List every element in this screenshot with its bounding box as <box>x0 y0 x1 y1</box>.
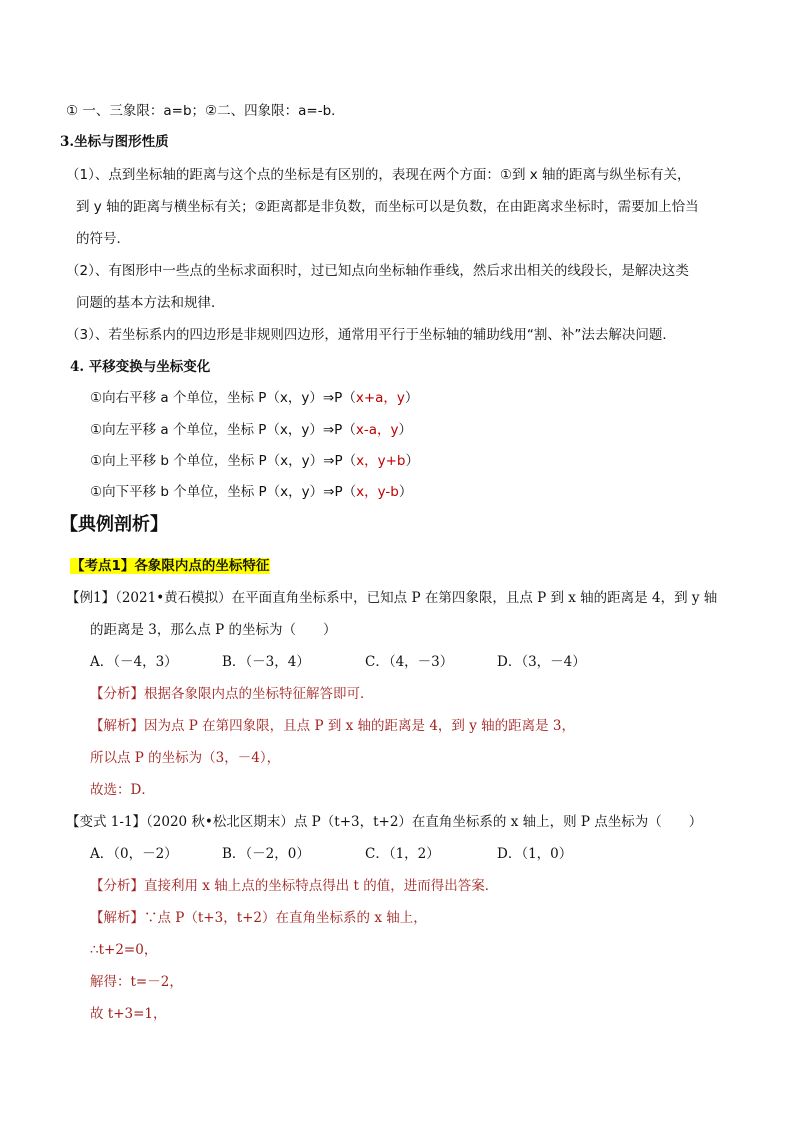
paragraph-1-line-3: 的符号． <box>76 231 130 247</box>
example-1-question-line-1: 【例1】（2021•黄石模拟）在平面直角坐标系中，已知点 P 在第四象限，且点 P 到 x 轴的距离是 4，到 y 轴 <box>66 590 718 606</box>
paragraph-1-line-2: 到 y 轴的距离与横坐标有关；②距离都是非负数，而坐标可以是负数，在由距离求坐标时，需要加上恰当 <box>76 199 699 215</box>
variant-1-1-analysis: 【分析】直接利用 x 轴上点的坐标特点得出 t 的值，进而得出答案． <box>90 878 499 894</box>
kaodian-label: 【考点1】各象限内点的坐标特征 <box>71 558 270 574</box>
heading-coordinate-figure-properties: 3.坐标与图形性质 <box>60 134 169 150</box>
translation-item-right: ①向右平移 a 个单位，坐标 P（x，y）⇒P（x+a，y） <box>90 390 419 406</box>
variant-1-1-option-c: C．（1，2） <box>365 846 440 862</box>
example-1-option-a: A．（－4，3） <box>90 654 178 670</box>
variant-1-1-option-a: A．（0，－2） <box>90 846 178 862</box>
example-1-solution-line-1: 【解析】因为点 P 在第四象限，且点 P 到 x 轴的距离是 4，到 y 轴的距离是 3， <box>90 718 575 734</box>
paragraph-2-line-2: 问题的基本方法和规律． <box>76 295 225 311</box>
variant-1-1-solution-line-2: ∴t+2=0， <box>90 942 158 958</box>
paragraph-2-line-1: （2）、有图形中一些点的坐标求面积时，过已知点向坐标轴作垂线，然后求出相关的线段长，是解决这类 <box>66 263 689 279</box>
paragraph-1-line-1: （1）、点到坐标轴的距离与这个点的坐标是有区别的，表现在两个方面：①到 x 轴的距离与纵坐标有关， <box>66 167 691 183</box>
paragraph-3-line-1: （3）、若坐标系内的四边形是非规则四边形，通常用平行于坐标轴的辅助线用“割、补”法去解决问题． <box>66 327 676 343</box>
example-1-option-c: C．（4，－3） <box>365 654 454 670</box>
variant-1-1-option-b: B．（－2，0） <box>222 846 310 862</box>
example-1-analysis: 【分析】根据各象限内点的坐标特征解答即可． <box>90 686 374 702</box>
example-1-option-d: D．（3，－4） <box>497 654 586 670</box>
variant-1-1-solution-line-4: 故 t+3=1， <box>90 1006 167 1022</box>
section-title-examples: 【典例剖析】 <box>60 514 168 535</box>
variant-1-1-question: 【变式 1-1】（2020 秋•松北区期末）点 P（t+3，t+2）在直角坐标系的 x 轴上，则 P 点坐标为（ ） <box>66 814 703 830</box>
heading-translation: 4. 平移变换与坐标变化 <box>70 359 211 375</box>
example-1-solution-line-2: 所以点 P 的坐标为（3，－4）， <box>90 750 281 766</box>
variant-1-1-option-d: D．（1，0） <box>497 846 573 862</box>
translation-item-left: ①向左平移 a 个单位，坐标 P（x，y）⇒P（x-a，y） <box>90 422 412 438</box>
example-1-question-line-2: 的距离是 3，那么点 P 的坐标为（ ） <box>90 622 337 638</box>
variant-1-1-solution-line-3: 解得：t=－2， <box>90 974 183 990</box>
variant-1-1-solution-line-1: 【解析】∵点 P（t+3，t+2）在直角坐标系的 x 轴上， <box>90 910 427 926</box>
example-1-option-b: B．（－3，4） <box>222 654 310 670</box>
translation-item-up: ①向上平移 b 个单位，坐标 P（x，y）⇒P（x，y+b） <box>90 453 419 469</box>
quadrant-rule: ① 一、三象限：a=b；②二、四象限：a=-b． <box>66 103 345 119</box>
translation-item-down: ①向下平移 b 个单位，坐标 P（x，y）⇒P（x，y-b） <box>90 484 413 500</box>
example-1-answer: 故选：D． <box>90 782 155 798</box>
